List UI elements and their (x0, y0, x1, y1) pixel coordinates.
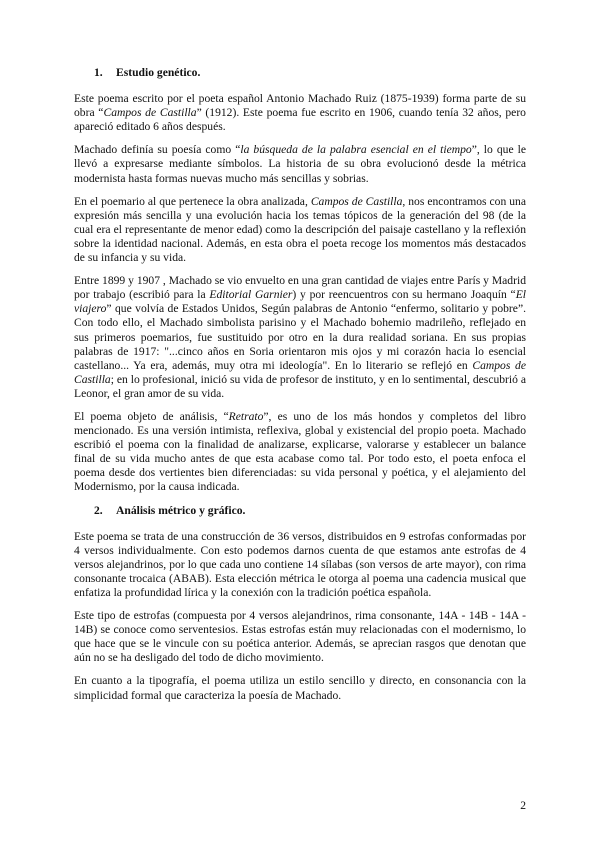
paragraph: El poema objeto de análisis, “Retrato”, es uno de los más hondos y completos del libro mencionado. Es una versión intimista, reflexiva, global y existencial del propio poeta. Machado escribió el poema con la finalidad de analizarse, explicarse, valorarse y establecer un balance final de su vida mucho antes de que esta acabase como tal. Por todo esto, el poeta enfoca el poema desde dos vertientes bien diferenciadas: su vida personal y poética, y el alejamiento del Modernismo, por la causa indicada. (74, 409, 526, 494)
paragraph: Este poema escrito por el poeta español Antonio Machado Ruiz (1875-1939) forma parte de su obra “Campos de Castilla” (1912). Este poema fue escrito en 1906, cuando tenía 32 años, pero apareció editado 6 años después. (74, 92, 526, 134)
section-2-number: 2. (94, 503, 103, 517)
section-1-title: Estudio genético. (116, 66, 201, 79)
paragraph: Entre 1899 y 1907 , Machado se vio envuelto en una gran cantidad de viajes entre París y Madrid por trabajo (escribió para la Editorial Garnier) y por reencuentros con su hermano Joaquín “El viajero” que volvía de Estados Unidos, Según palabras de Antonio “enfermo, solitario y pobre”. Con todo ello, el Machado simbolista parisino y el Machado bohemio madrileño, reflejado en sus primeros poemarios, fue sustituido por otro en la dura realidad soriana. En sus propias palabras de 1917: "...cinco años en Soria orientaron mis ojos y mi corazón hacia lo esencial castellano... Ya era, además, muy otra mi ideología". En lo literario se reflejó en Campos de Castilla; en lo profesional, inició su vida de profesor de instituto, y en lo sentimental, descubrió a Leonor, el gran amor de su vida. (74, 274, 526, 400)
italic-text: El viajero (74, 288, 526, 316)
paragraph: En cuanto a la tipografía, el poema utiliza un estilo sencillo y directo, en consonancia con la simplicidad formal que caracteriza la poesía de Machado. (74, 674, 526, 702)
page-number: 2 (520, 799, 526, 812)
italic-text: Campos de Castilla (310, 194, 403, 208)
section-1-number: 1. (94, 66, 103, 79)
section-1-heading (74, 66, 526, 80)
italic-text: Campos de Castilla (74, 358, 526, 386)
section-2-title: Análisis métrico y gráfico. (116, 503, 246, 517)
italic-text: Retrato (228, 409, 264, 423)
italic-text: la búsqueda de la palabra esencial en el tiempo (240, 143, 472, 157)
italic-text: Campos de Castilla (103, 106, 197, 120)
document-body (74, 66, 526, 712)
section-2-heading (74, 504, 526, 518)
paragraph: Este poema se trata de una construcción de 36 versos, distribuidos en 9 estrofas conformadas por 4 versos individualmente. Con esto podemos darnos cuenta de que estamos ante estrofas de 4 versos alejandrinos, por lo que cada uno contiene 14 sílabas (son versos de arte mayor), con rima consonante trocaica (ABAB). Esta elección métrica le otorga al poema una cadencia musical que enfatiza la profundidad lírica y la conexión con la tradición poética española. (74, 529, 526, 599)
paragraph: En el poemario al que pertenece la obra analizada, Campos de Castilla, nos encontramos con una expresión más sencilla y una evolución hacia los temas tópicos de la generación del 98 (de la cual era el representante de menor edad) como la descripción del paisaje castellano y la reflexión sobre la identidad nacional. Además, en esta obra el poeta recoge los momentos más destacados de su infancia y su vida. (74, 194, 526, 265)
paragraph: Este tipo de estrofas (compuesta por 4 versos alejandrinos, rima consonante, 14A - 14B - 14A - 14B) se conoce como serventesios. Estas estrofas están muy relacionadas con el modernismo, lo que hace que se le vincule con su poética anterior. Además, se aprecian rasgos que denotan que aún no se ha desligado del todo de dicho movimiento. (74, 609, 526, 665)
italic-text: Editorial Garnier (209, 288, 293, 302)
paragraph: Machado definía su poesía como “la búsqueda de la palabra esencial en el tiempo”, lo que le llevó a expresarse mediante símbolos. La historia de su obra evolucionó desde la métrica modernista hasta formas nuevas mucho más sencillas y sobrias. (74, 143, 526, 185)
